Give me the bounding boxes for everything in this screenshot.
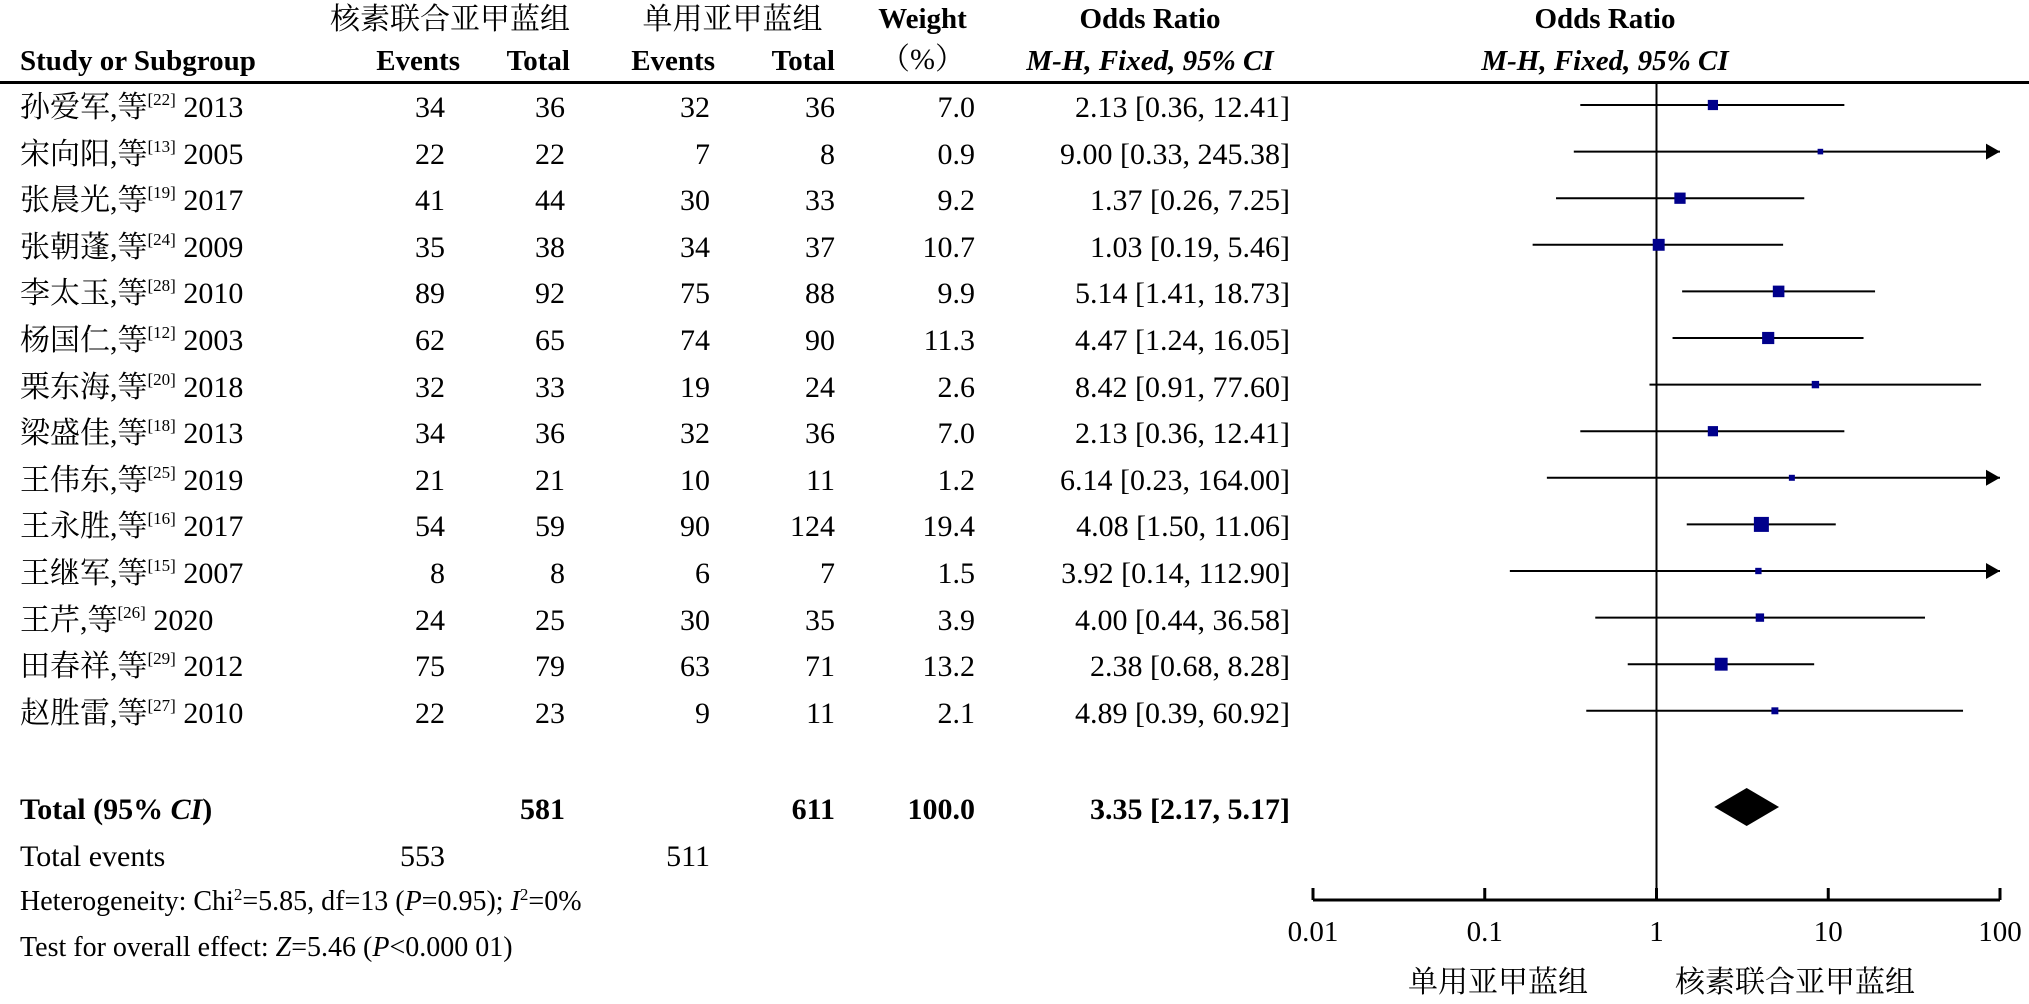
ctl-total: 71 [805,650,835,684]
exp-events: 75 [415,650,445,684]
het-b: =5.85, df=13 ( [242,886,405,917]
favours-left: 单用亚甲蓝组 [1408,966,1588,999]
ctl-events: 10 [680,463,710,497]
oe-b: =5.46 ( [291,932,373,963]
total-exp-total: 581 [520,793,565,826]
method-ci: , 95% [1623,45,1699,77]
het-sup1: 2 [233,885,243,904]
exp-events: 24 [415,603,445,637]
odds-ratio-ci: 3.92 [0.14, 112.90] [1061,557,1290,590]
exp-total: 44 [535,184,565,218]
odds-ratio-ci: 4.08 [1.50, 11.06] [1076,510,1290,544]
ctl-events: 63 [680,650,710,684]
point-square [1715,658,1728,671]
ctl-total: 33 [805,184,835,218]
study-ref: [25] [147,462,176,482]
weight: 3.9 [937,603,975,637]
method-fixed: Fixed [1553,45,1624,77]
study-ref: [22] [147,90,176,109]
study-year: 2017 [183,184,244,218]
odds-ratio-ci: 4.47 [1.24, 16.05] [1075,324,1290,357]
exp-total: 36 [535,91,565,124]
study-author: 张晨光,等 [20,184,148,218]
favours-right: 核素联合亚甲蓝组 [1675,966,1915,999]
study-ref: [13] [147,136,176,156]
header-ctl-total: Total [771,45,835,77]
exp-total: 8 [550,557,565,590]
ctl-total: 37 [805,230,835,264]
weight: 0.9 [937,137,975,171]
exp-total: 21 [535,463,565,497]
study-ref: [15] [147,556,176,575]
study-author: 王永胜,等 [20,510,148,544]
study-year: 2013 [183,417,244,451]
study-ref: [24] [147,229,176,249]
ctl-total: 11 [806,696,835,730]
weight: 7.0 [937,91,975,124]
study-year: 2003 [183,324,244,357]
study-ref: [20] [147,369,176,389]
x-tick-label: 1 [1649,916,1664,948]
study-year: 2009 [183,230,244,264]
weight: 2.1 [937,696,975,730]
total-label-ci: CI [170,793,203,826]
odds-ratio-ci: 1.03 [0.19, 5.46] [1090,230,1290,264]
ctl-total: 7 [820,557,835,590]
het-sup2: 2 [519,885,529,904]
ci-arrow [1986,144,2000,160]
het-c: =0.95); [421,886,511,917]
exp-total: 22 [535,137,565,171]
header-odds-ratio-plot: Odds Ratio [1534,3,1676,35]
odds-ratio-ci: 9.00 [0.33, 245.38] [1060,137,1290,171]
weight: 19.4 [922,510,975,544]
ctl-total: 90 [805,324,835,357]
study-author: 栗东海,等 [20,370,148,404]
study-year: 2012 [183,650,244,684]
weight: 10.7 [922,230,975,264]
ctl-events: 30 [680,603,710,637]
ctl-events: 7 [695,137,710,171]
ctl-events: 90 [680,510,710,544]
exp-total: 38 [535,230,565,264]
forest-plot-marks [1313,84,2000,900]
exp-total: 25 [535,603,565,637]
ctl-events: 32 [680,91,710,124]
exp-events: 21 [415,463,445,497]
ctl-events: 74 [680,324,710,357]
point-square [1708,426,1718,436]
study-author: 李太玉,等 [20,277,148,311]
ci-arrow [1986,470,2000,486]
ctl-total: 36 [805,417,835,451]
exp-events: 34 [415,91,445,124]
header-ctl-events: Events [631,45,715,77]
weight: 7.0 [937,417,975,451]
header-odds-ratio-table: Odds Ratio [1079,3,1221,35]
oe-c: <0.000 01) [389,932,513,963]
study-author: 梁盛佳,等 [20,417,148,451]
ctl-total: 36 [805,91,835,124]
odds-ratio-ci: 4.89 [0.39, 60.92] [1075,696,1290,730]
ctl-events: 19 [680,370,710,404]
oe-z: Z [275,932,292,963]
study-author: 王芹,等 [20,603,118,637]
weight: 11.3 [923,324,975,357]
x-tick-label: 10 [1813,916,1843,948]
study-year: 2010 [183,277,244,311]
exp-total: 79 [535,650,565,684]
x-tick-label: 100 [1978,916,2022,948]
oe-a: Test for overall effect: [20,932,276,963]
exp-total: 65 [535,324,565,357]
study-year: 2018 [183,370,244,404]
x-tick-label: 0.01 [1287,916,1339,948]
odds-ratio-ci: 2.13 [0.36, 12.41] [1075,417,1290,451]
exp-events: 41 [415,184,445,218]
study-author: 宋向阳,等 [20,137,148,171]
ctl-total: 11 [806,463,835,497]
point-square [1653,239,1665,251]
ctl-events: 34 [680,230,710,264]
study-ref: [12] [147,323,176,342]
exp-events: 54 [415,510,445,544]
study-author: 田春祥,等 [20,650,148,684]
study-year: 2020 [153,603,214,637]
method-prefix: M-H, [1481,45,1554,77]
total-events-exp: 553 [400,840,445,873]
odds-ratio-ci: 8.42 [0.91, 77.60] [1075,370,1290,404]
method-ci-italic: CI [1243,45,1274,77]
exp-events: 89 [415,277,445,311]
point-square [1773,286,1785,298]
point-square [1789,475,1795,481]
study-author: 张朝蓬,等 [20,230,148,264]
point-square [1674,193,1685,204]
odds-ratio-ci: 5.14 [1.41, 18.73] [1075,277,1290,311]
exp-events: 62 [415,324,445,357]
odds-ratio-ci: 2.13 [0.36, 12.41] [1075,91,1290,124]
method-ci: , 95% [1168,45,1244,77]
exp-total: 59 [535,510,565,544]
study-year: 2007 [183,557,244,590]
exp-events: 22 [415,696,445,730]
exp-total: 23 [535,696,565,730]
total-label-prefix: Total (95% [20,793,171,826]
exp-events: 35 [415,230,445,264]
study-year: 2010 [183,696,244,730]
point-square [1754,517,1769,532]
header-exp-events: Events [376,45,460,77]
ctl-events: 6 [695,557,710,590]
het-a: Heterogeneity: Chi [20,886,234,917]
weight: 1.2 [937,463,975,497]
header-weight: Weight [878,3,967,35]
ctl-events: 9 [695,696,710,730]
study-ref: [18] [147,416,176,436]
het-p: P [404,886,422,917]
weight: 9.9 [937,277,975,311]
study-ref: [29] [147,649,176,669]
header-ctl-group: 单用亚甲蓝组 [642,3,823,36]
odds-ratio-ci: 1.37 [0.26, 7.25] [1090,184,1290,218]
odds-ratio-ci: 2.38 [0.68, 8.28] [1090,650,1290,684]
het-d: =0% [528,886,582,917]
study-author: 杨国仁,等 [20,324,148,357]
weight: 1.5 [937,557,975,590]
total-ctl-total: 611 [791,793,835,826]
total-events-label: Total events [20,840,166,873]
exp-total: 33 [535,370,565,404]
study-ref: [27] [147,695,176,715]
header-exp-total: Total [506,45,570,77]
exp-total: 36 [535,417,565,451]
method-prefix: M-H, [1026,45,1099,77]
header-study: Study or Subgroup [20,45,256,77]
study-ref: [16] [147,509,176,529]
weight: 13.2 [922,650,975,684]
ctl-events: 32 [680,417,710,451]
odds-ratio-ci: 6.14 [0.23, 164.00] [1060,463,1290,497]
ctl-total: 35 [805,603,835,637]
exp-events: 8 [430,557,445,590]
total-label-suffix: ) [202,793,213,826]
weight: 2.6 [937,370,975,404]
x-tick-label: 0.1 [1466,916,1503,948]
exp-total: 92 [535,277,565,311]
header-exp-group: 核素联合亚甲蓝组 [330,3,570,36]
method-ci-italic: CI [1698,45,1729,77]
study-year: 2013 [183,91,244,124]
weight: 9.2 [937,184,975,218]
exp-events: 32 [415,370,445,404]
ctl-total: 124 [790,510,835,544]
pooled-diamond [1714,788,1779,826]
study-year: 2005 [183,137,244,171]
study-ref: [19] [147,183,176,203]
study-author: 赵胜雷,等 [20,696,148,730]
study-author: 王伟东,等 [20,463,148,497]
study-ref: [28] [147,276,176,296]
study-ref: [26] [117,602,146,622]
total-events-ctl: 511 [666,840,710,873]
study-author: 孙爱军,等 [20,91,148,124]
ctl-events: 30 [680,184,710,218]
point-square [1771,707,1778,714]
point-square [1708,100,1718,110]
ci-arrow [1986,563,2000,579]
het-i: I [510,886,520,917]
point-square [1812,381,1819,388]
total-weight: 100.0 [907,793,975,826]
study-author: 王继军,等 [20,557,148,590]
point-square [1818,149,1824,155]
exp-events: 34 [415,417,445,451]
total-odds-ratio: 3.35 [2.17, 5.17] [1090,793,1290,826]
ctl-total: 24 [805,370,835,404]
point-square [1762,332,1774,344]
ctl-events: 75 [680,277,710,311]
study-year: 2017 [183,510,244,544]
ctl-total: 8 [820,137,835,171]
method-fixed: Fixed [1098,45,1169,77]
header-weight-unit: （%） [880,43,965,76]
point-square [1755,568,1761,574]
point-square [1756,613,1764,621]
ctl-total: 88 [805,277,835,311]
oe-p: P [372,932,390,963]
exp-events: 22 [415,137,445,171]
study-year: 2019 [183,463,244,497]
odds-ratio-ci: 4.00 [0.44, 36.58] [1075,603,1290,637]
